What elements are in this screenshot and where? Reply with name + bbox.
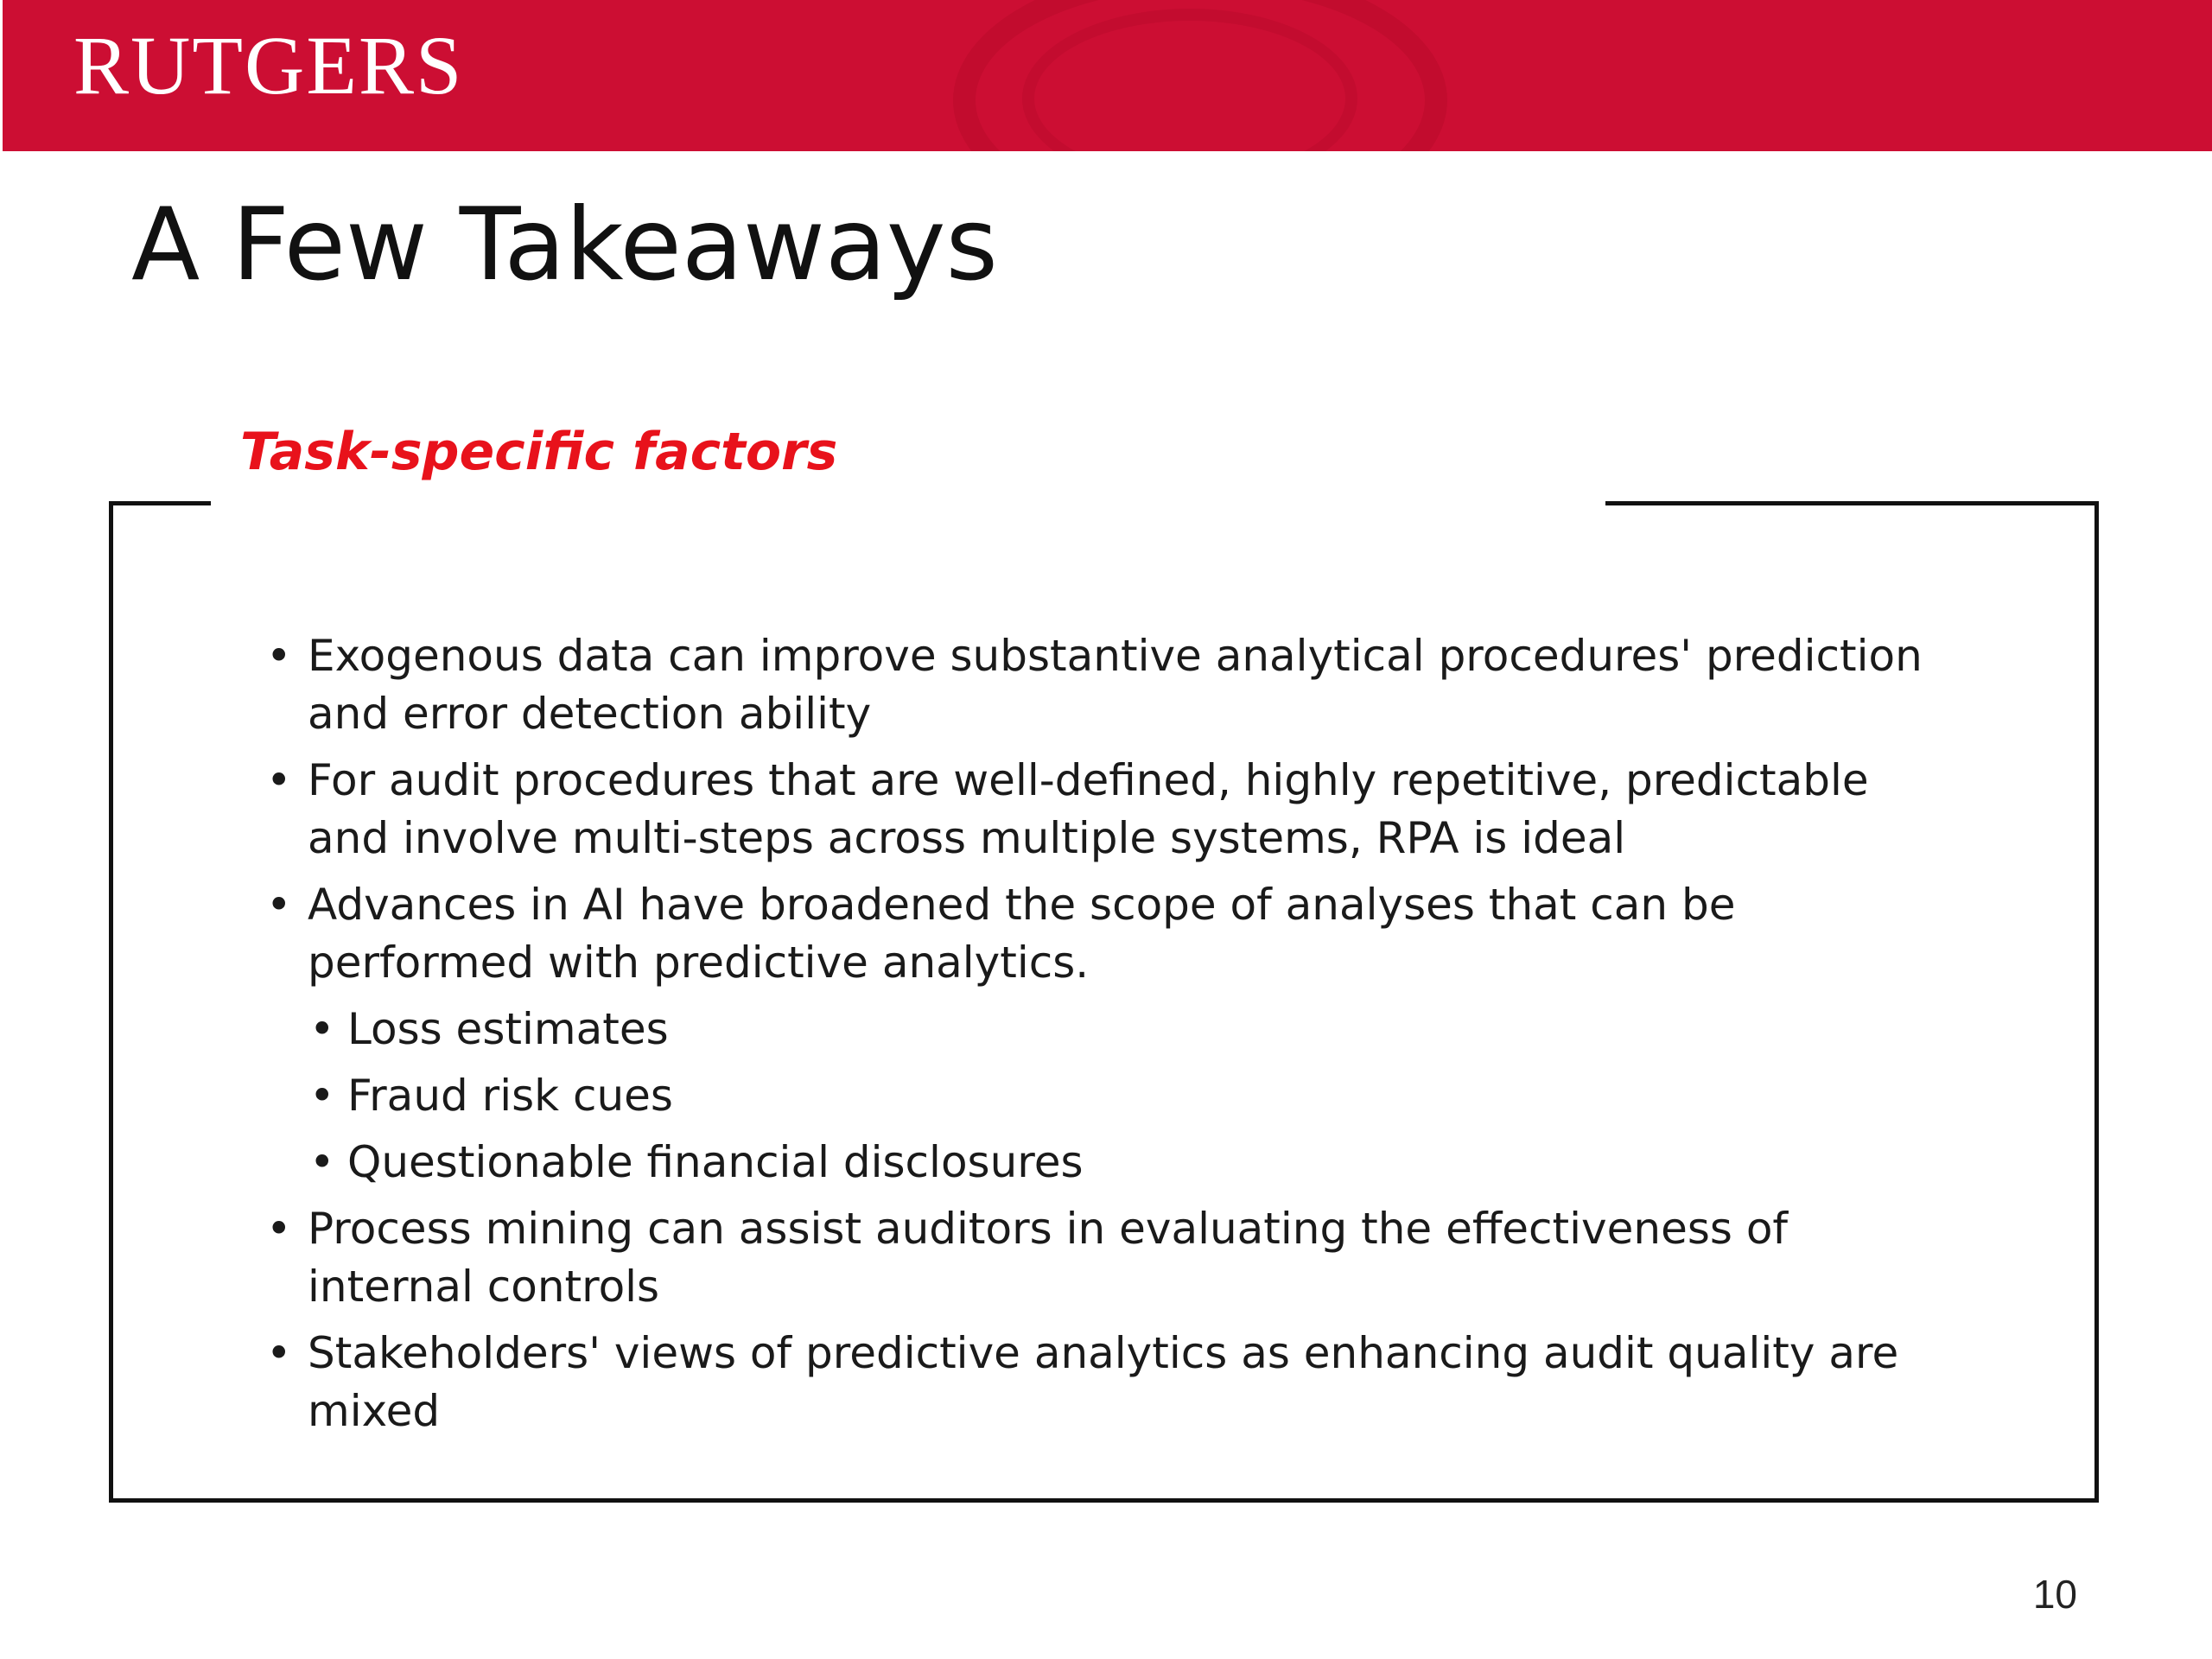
panel-heading: Task-specific factors (240, 422, 838, 482)
sub-bullet-item: • Loss estimates (308, 1001, 1953, 1058)
header-banner (3, 0, 2212, 151)
sub-bullet-list (308, 1001, 1953, 1192)
panel-frame-gap (211, 493, 1605, 512)
takeaways-list (259, 627, 1953, 1449)
slide-title: A Few Takeaways (131, 187, 998, 303)
sub-bullet-item: • Fraud risk cues (308, 1067, 1953, 1125)
bullet-item: • For audit procedures that are well-defined, highly repetitive, predictable and involve multi-steps across multiple systems, RPA is ideal (259, 752, 1953, 868)
bullet-text: Advances in AI have broadened the scope of analyses that can be performed with predictive analytics. (308, 880, 1736, 988)
page-number: 10 (2032, 1572, 2077, 1617)
bullet-item (259, 876, 1953, 1192)
rutgers-logo: RUTGERS (73, 19, 464, 111)
bullet-item: • Stakeholders' views of predictive analytics as enhancing audit quality are mixed (259, 1325, 1953, 1440)
bullet-item: • Exogenous data can improve substantive analytical procedures' prediction and error detection ability (259, 627, 1953, 743)
bullet-item: • Process mining can assist auditors in evaluating the effectiveness of internal controls (259, 1200, 1953, 1316)
sub-bullet-item: • Questionable financial disclosures (308, 1134, 1953, 1192)
